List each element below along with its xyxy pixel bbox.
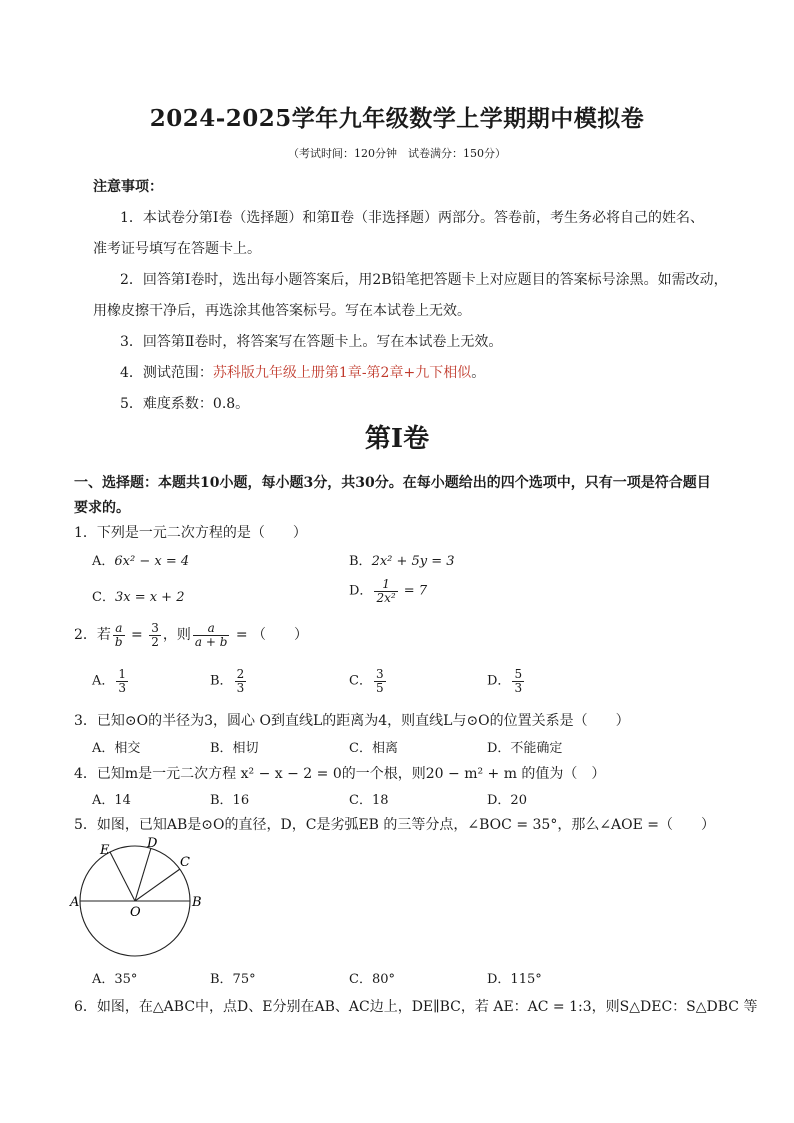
page-title: 2024-2025学年九年级数学上学期期中模拟卷 xyxy=(149,105,645,132)
q2-stem xyxy=(74,622,308,648)
q5-stem: 5．如图，已知AB是⊙O的直径，D，C是劣弧EB 的三等分点，∠BOC = 35°，那么∠AOE =（ ） xyxy=(74,817,716,833)
q2-b-num: 2 xyxy=(236,667,245,681)
q2-eq: = xyxy=(126,627,148,644)
radius-oe xyxy=(110,852,135,901)
q1-option-b xyxy=(349,550,455,569)
label-o: O xyxy=(130,905,141,920)
q3-option-b: B．相切 xyxy=(210,741,259,756)
note-4 xyxy=(120,362,485,382)
q2-option-a xyxy=(92,668,130,694)
note-4-scope: 苏科版九年级上册第1章-第2章+九下相似 xyxy=(212,365,472,381)
q1-option-d xyxy=(349,578,427,604)
q2-mid: ，则 xyxy=(162,627,191,644)
q1-c-label: C． xyxy=(92,590,115,605)
instructions-body: 本题共10小题，每小题3分，共30分。在每小题给出的四个选项中，只有一项是符合题目 xyxy=(158,475,711,491)
q2-c-frac xyxy=(374,668,386,694)
q2-b-den: 3 xyxy=(236,680,245,695)
q3-option-c: C．相离 xyxy=(349,741,398,756)
q4-option-a: A．14 xyxy=(92,793,131,808)
instructions-line-2: 要求的。 xyxy=(74,500,130,516)
q1-b-expr: 2x² + 5y = 3 xyxy=(371,554,455,569)
q2-b-frac xyxy=(235,668,247,694)
q2-c-den: 5 xyxy=(375,680,384,695)
q5-circle-figure xyxy=(68,836,208,960)
q4-option-c: C．18 xyxy=(349,793,389,808)
q1-c-expr: 3x = x + 2 xyxy=(114,590,185,605)
q2-f1-den: b xyxy=(114,634,123,649)
note-1-line-2: 准考证号填写在答题卡上。 xyxy=(93,241,261,257)
q2-tail: = （ ） xyxy=(231,627,309,644)
q2-f2-den: 2 xyxy=(151,634,159,649)
q3-option-a: A．相交 xyxy=(92,741,141,756)
label-c: C xyxy=(180,855,190,870)
q2-d-num: 5 xyxy=(514,667,523,681)
q2-a-den: 3 xyxy=(118,680,127,695)
q1-d-fraction xyxy=(374,578,397,604)
label-d: D xyxy=(147,836,158,851)
note-5: 5．难度系数：0.8。 xyxy=(120,396,250,412)
label-b: B xyxy=(192,895,202,910)
q2-d-label: D． xyxy=(487,673,511,689)
note-2-line-1: 2．回答第Ⅰ卷时，选出每小题答案后，用2B铅笔把答题卡上对应题目的答案标号涂黑。如需改动， xyxy=(120,272,728,288)
q2-c-label: C． xyxy=(349,673,372,689)
q1-stem: 1．下列是一元二次方程的是（ ） xyxy=(74,525,307,541)
q2-a-frac xyxy=(116,668,128,694)
label-e: E xyxy=(100,843,110,858)
q5-option-a: A．35° xyxy=(92,972,138,987)
q3-option-d: D．不能确定 xyxy=(487,741,563,756)
q5-option-c: C．80° xyxy=(349,972,395,987)
q1-d-label: D． xyxy=(349,583,373,599)
q4-stem: 4．已知m是一元二次方程 x² − x − 2 = 0的一个根，则20 − m² + m 的值为（ ） xyxy=(74,766,606,782)
note-3: 3．回答第Ⅱ卷时，将答案写在答题卡上。写在本试卷上无效。 xyxy=(120,334,503,350)
note-4-prefix: 4．测试范围： xyxy=(120,365,213,381)
radius-oc xyxy=(135,869,180,901)
q2-d-frac xyxy=(512,668,524,694)
section-title: 第Ⅰ卷 xyxy=(364,424,430,454)
q2-d-den: 3 xyxy=(514,680,523,695)
q3-stem: 3．已知⊙O的半径为3，圆心 O到直线L的距离为4，则直线L与⊙O的位置关系是（ ） xyxy=(74,713,630,729)
q2-f1-num: a xyxy=(113,622,125,636)
q2-a-label: A． xyxy=(92,673,115,689)
q2-a-num: 1 xyxy=(118,667,127,681)
q2-option-b xyxy=(210,668,248,694)
q2-frac-3 xyxy=(193,622,230,648)
q1-option-c xyxy=(92,586,184,605)
q6-stem: 6．如图，在△ABC中，点D、E分别在AB、AC边上，DE∥BC，若 AE：AC = 1:3，则S△DEC：S△DBC 等 xyxy=(74,999,758,1015)
q1-d-den: 2x² xyxy=(376,590,396,605)
q2-option-c xyxy=(349,668,388,694)
radius-od xyxy=(135,848,151,901)
q1-a-expr: 6x² − x = 4 xyxy=(114,554,190,569)
note-2-line-2: 用橡皮擦干净后，再选涂其他答案标号。写在本试卷上无效。 xyxy=(93,303,471,319)
q5-option-d: D．115° xyxy=(487,972,542,987)
q2-f3-num: a xyxy=(193,622,230,636)
q2-frac-1 xyxy=(113,622,125,648)
q1-d-tail: = 7 xyxy=(399,583,428,599)
q1-a-label: A． xyxy=(92,554,115,569)
section-instructions xyxy=(74,472,711,492)
q1-d-num: 1 xyxy=(374,578,397,592)
instructions-prefix: 一、选择题： xyxy=(74,475,158,491)
q2-prefix: 2．若 xyxy=(74,627,111,644)
q2-f2-num: 3 xyxy=(151,621,159,635)
q2-b-label: B． xyxy=(210,673,233,689)
exam-info: （考试时间：120分钟 试卷满分：150分） xyxy=(288,147,506,160)
q2-frac-2 xyxy=(149,622,161,648)
q4-option-d: D．20 xyxy=(487,793,527,808)
label-a: A xyxy=(70,895,80,910)
q2-f3-den: a + b xyxy=(194,634,228,649)
notes-heading: 注意事项： xyxy=(93,179,163,195)
q1-option-a xyxy=(92,550,189,569)
note-1-line-1: 1．本试卷分第Ⅰ卷（选择题）和第Ⅱ卷（非选择题）两部分。答卷前，考生务必将自己的姓名、 xyxy=(120,210,704,226)
q2-option-d xyxy=(487,668,526,694)
q1-b-label: B． xyxy=(349,554,372,569)
q4-option-b: B．16 xyxy=(210,793,250,808)
note-4-suffix: 。 xyxy=(471,365,486,381)
q2-c-num: 3 xyxy=(375,667,384,681)
q5-option-b: B．75° xyxy=(210,972,256,987)
